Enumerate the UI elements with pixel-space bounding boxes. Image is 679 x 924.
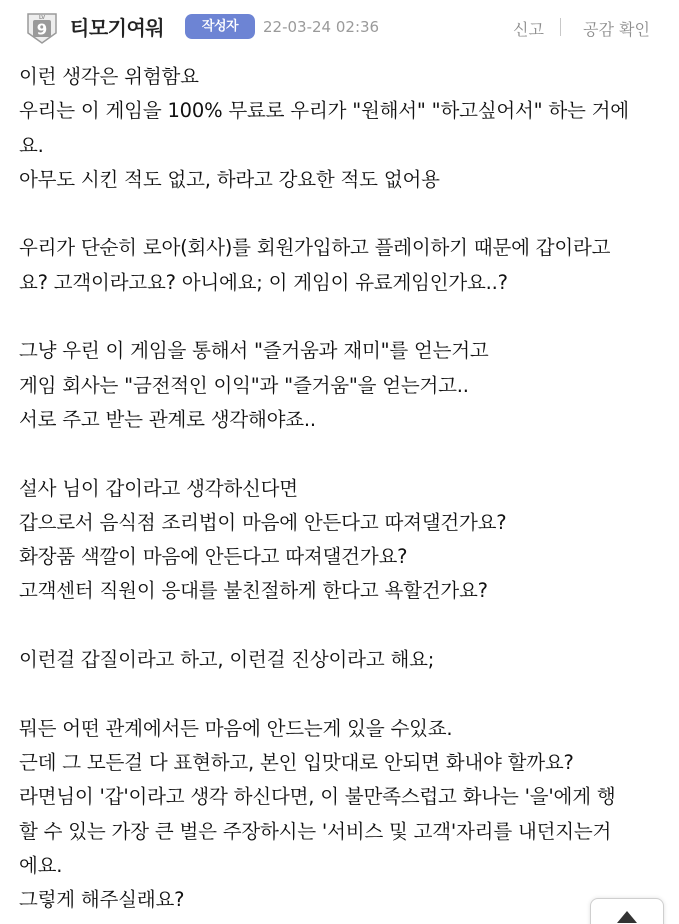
author-badge: 작성자: [185, 14, 255, 39]
comment-line: 할 수 있는 가장 큰 벌은 주장하시는 '서비스 및 고객'자리를 내던지는거: [19, 819, 612, 843]
comment-line: 아무도 시킨 적도 없고, 하라고 강요한 적도 없어용: [19, 167, 440, 191]
comment-body: [19, 60, 669, 917]
level-prefix: LV: [38, 15, 46, 21]
scroll-to-top-button[interactable]: [590, 898, 664, 924]
comment-line: 뭐든 어떤 관계에서든 마음에 안드는게 있을 수있죠.: [19, 716, 453, 740]
blank-line: [19, 197, 669, 231]
comment-line: 우리는 이 게임을 100% 무료로 우리가 "원해서" "하고싶어서" 하는 거에: [19, 99, 629, 123]
comment-line: 이런걸 갑질이라고 하고, 이런걸 진상이라고 해요;: [19, 648, 435, 672]
comment-line: 요.: [19, 133, 44, 157]
comment-line: 화장품 색깔이 마음에 안든다고 따져댈건가요?: [19, 545, 408, 569]
comment-line: 설사 님이 갑이라고 생각하신다면: [19, 476, 298, 500]
level-number: 9: [36, 20, 48, 39]
comment-line: 요? 고객이라고요? 아니에요; 이 게임이 유료게임인가요..?: [19, 270, 508, 294]
header-divider: [560, 18, 561, 36]
comment-line: 그렇게 해주실래요?: [19, 888, 185, 912]
comment-line: 우리가 단순히 로아(회사)를 회원가입하고 플레이하기 때문에 갑이라고: [19, 236, 611, 260]
report-button[interactable]: 신고: [513, 20, 544, 39]
comment-line: 갑으로서 음식점 조리법이 마음에 안든다고 따져댈건가요?: [19, 510, 507, 534]
triangle-up-icon: [617, 911, 637, 923]
comment-timestamp: 22-03-24 02:36: [263, 18, 380, 36]
blank-line: [19, 300, 669, 334]
level-badge-icon: [24, 11, 60, 45]
blank-line: [19, 437, 669, 471]
comment-line: 이런 생각은 위험함요: [19, 65, 199, 88]
comment-line: 근데 그 모든걸 다 표현하고, 본인 입맛대로 안되면 화내야 할까요?: [19, 750, 574, 774]
comment-line: 그냥 우린 이 게임을 통해서 "즐거움과 재미"를 얻는거고: [19, 339, 489, 363]
comment-line: 라면님이 '갑'이라고 생각 하신다면, 이 불만족스럽고 화나는 '을'에게 행: [19, 785, 616, 809]
comment-header: [0, 0, 679, 55]
comment-line: 게임 회사는 "금전적인 이익"과 "즐거움"을 얻는거고..: [19, 373, 469, 397]
comment-line: 에요.: [19, 853, 63, 877]
blank-line: [19, 609, 669, 643]
username[interactable]: 티모기여워: [70, 16, 165, 40]
blank-line: [19, 677, 669, 711]
comment-line: 고객센터 직원이 응대를 불친절하게 한다고 욕할건가요?: [19, 579, 488, 603]
empathy-check-button[interactable]: 공감 확인: [583, 20, 650, 39]
comment-line: 서로 주고 받는 관계로 생각해야죠..: [19, 407, 316, 431]
